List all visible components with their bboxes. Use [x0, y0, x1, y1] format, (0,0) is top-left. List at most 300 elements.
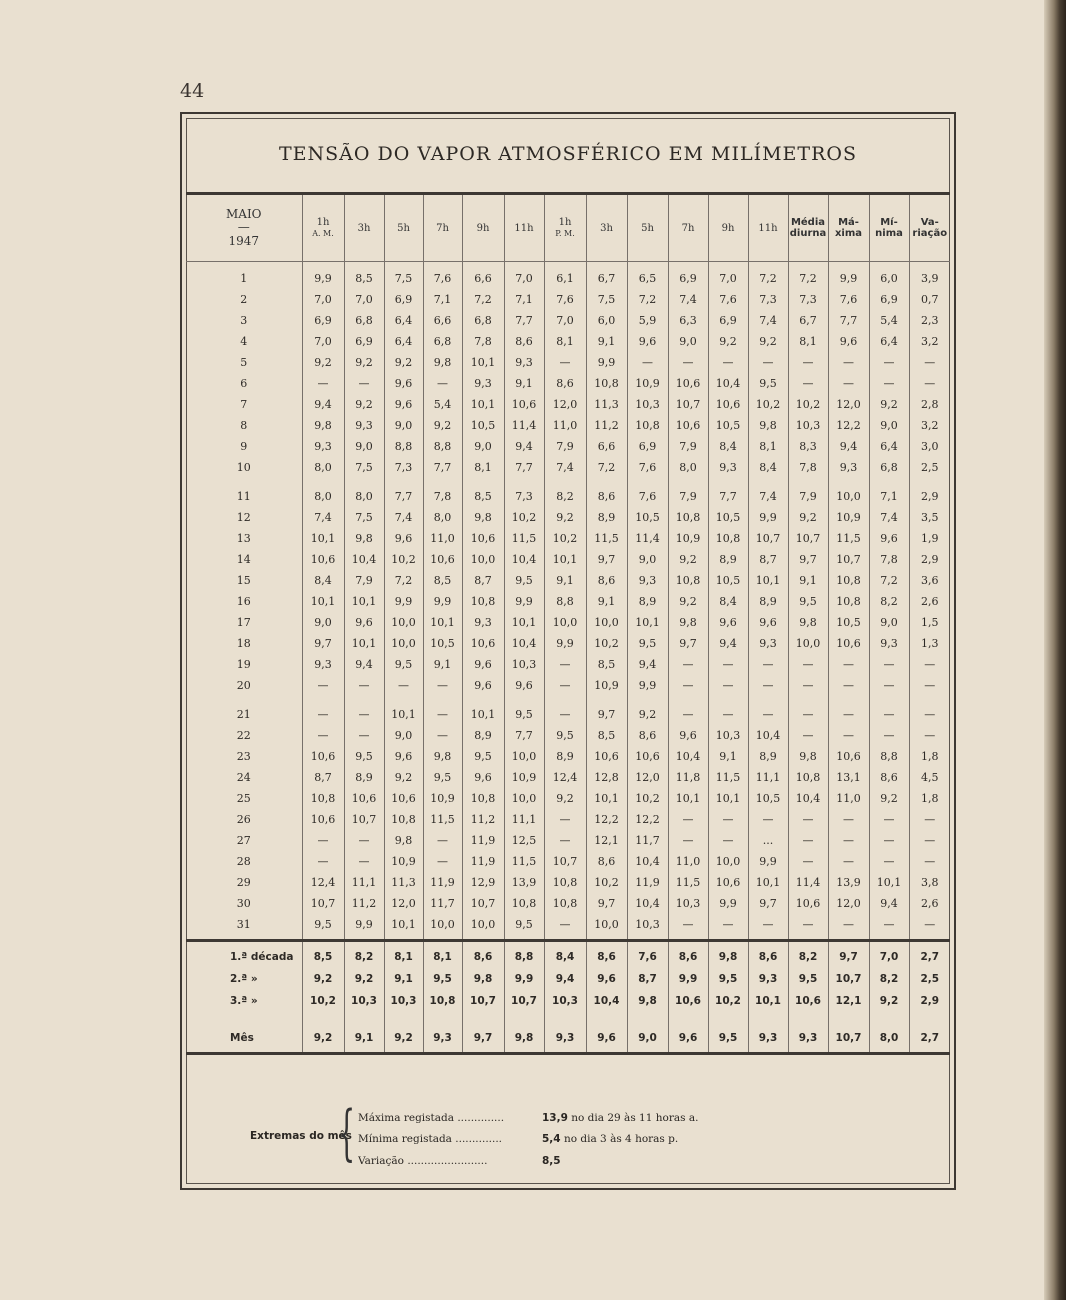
- value-cell: 10,8: [544, 893, 586, 914]
- value-cell: 8,5: [462, 478, 504, 507]
- value-cell: —: [344, 373, 384, 394]
- value-cell: 6,9: [668, 262, 708, 290]
- value-cell: 10,9: [668, 528, 708, 549]
- table-row: [186, 914, 950, 935]
- value-cell: 11,0: [668, 851, 708, 872]
- value-cell: 5,4: [869, 310, 909, 331]
- value-cell: 10,9: [423, 788, 462, 809]
- value-cell: —: [828, 675, 869, 696]
- day-cell: 5: [240, 356, 248, 369]
- value-cell: 10,0: [462, 914, 504, 935]
- table-row: [186, 654, 950, 675]
- value-cell: 10,7: [668, 394, 708, 415]
- value-cell: 7,4: [668, 289, 708, 310]
- value-cell: 9,6: [384, 394, 423, 415]
- value-cell: 10,4: [788, 788, 828, 809]
- value-cell: —: [788, 851, 828, 872]
- value-cell: —: [828, 696, 869, 725]
- value-cell: 9,0: [869, 612, 909, 633]
- value-cell: 6,9: [302, 310, 344, 331]
- extreme-min: Mínima registada .............. 5,4 no dia 3 às 4 horas p.: [358, 1133, 679, 1145]
- value-cell: 10,7: [302, 893, 344, 914]
- value-cell: 10,1: [668, 788, 708, 809]
- value-cell: 8,6: [869, 767, 909, 788]
- value-cell: —: [869, 914, 909, 935]
- value-cell: —: [748, 654, 788, 675]
- value-cell: 3,5: [909, 507, 950, 528]
- value-cell: 9,8: [788, 612, 828, 633]
- value-cell: 10,6: [586, 746, 627, 767]
- value-cell: 11,9: [462, 830, 504, 851]
- extreme-max: Máxima registada .............. 13,9 no dia 29 às 11 horas a.: [358, 1112, 699, 1124]
- value-cell: —: [344, 675, 384, 696]
- table-row: [186, 457, 950, 478]
- decade-value: 7,0: [869, 941, 909, 969]
- value-cell: —: [869, 725, 909, 746]
- value-cell: 7,6: [708, 289, 748, 310]
- month-value: 9,3: [423, 1018, 462, 1054]
- value-cell: 7,2: [462, 289, 504, 310]
- value-cell: 6,4: [384, 331, 423, 352]
- value-cell: 10,6: [828, 633, 869, 654]
- value-cell: —: [708, 654, 748, 675]
- value-cell: 8,8: [423, 436, 462, 457]
- value-cell: —: [668, 830, 708, 851]
- value-cell: 7,1: [423, 289, 462, 310]
- value-cell: 8,1: [748, 436, 788, 457]
- value-cell: 7,0: [344, 289, 384, 310]
- value-cell: 12,5: [504, 830, 544, 851]
- value-cell: 7,7: [504, 725, 544, 746]
- month-value: 9,6: [668, 1018, 708, 1054]
- table-row: [186, 893, 950, 914]
- value-cell: 9,8: [788, 746, 828, 767]
- value-cell: 8,6: [586, 478, 627, 507]
- decade-value: 10,6: [788, 990, 828, 1018]
- value-cell: 2,3: [909, 310, 950, 331]
- value-cell: —: [909, 654, 950, 675]
- decade-value: 8,2: [869, 968, 909, 990]
- value-cell: —: [544, 696, 586, 725]
- value-cell: 6,0: [586, 310, 627, 331]
- value-cell: —: [668, 675, 708, 696]
- value-cell: 8,7: [462, 570, 504, 591]
- decade-value: 10,6: [668, 990, 708, 1018]
- value-cell: 10,1: [748, 570, 788, 591]
- value-cell: 6,4: [869, 331, 909, 352]
- value-cell: —: [423, 675, 462, 696]
- value-cell: 9,6: [504, 675, 544, 696]
- decade-value: 8,6: [586, 941, 627, 969]
- value-cell: 8,7: [748, 549, 788, 570]
- value-cell: 8,1: [462, 457, 504, 478]
- decade-value: 8,5: [302, 941, 344, 969]
- value-cell: —: [544, 809, 586, 830]
- value-cell: 8,5: [586, 725, 627, 746]
- day-cell: 14: [236, 553, 251, 566]
- value-cell: 9,9: [586, 352, 627, 373]
- value-cell: 8,9: [627, 591, 668, 612]
- book-binding-shadow: [1044, 0, 1066, 1300]
- value-cell: 11,2: [586, 415, 627, 436]
- value-cell: 8,8: [544, 591, 586, 612]
- value-cell: —: [302, 830, 344, 851]
- decade-value: 9,5: [788, 968, 828, 990]
- table-body: [186, 262, 950, 1054]
- brace-glyph: {: [338, 1098, 356, 1168]
- value-cell: 10,7: [748, 528, 788, 549]
- value-cell: 9,1: [423, 654, 462, 675]
- value-cell: —: [909, 830, 950, 851]
- value-cell: —: [668, 352, 708, 373]
- value-cell: 9,4: [708, 633, 748, 654]
- decade-value: 10,1: [748, 990, 788, 1018]
- value-cell: 10,8: [504, 893, 544, 914]
- value-cell: 7,8: [869, 549, 909, 570]
- value-cell: 7,3: [384, 457, 423, 478]
- value-cell: 7,3: [504, 478, 544, 507]
- value-cell: 0,7: [909, 289, 950, 310]
- value-cell: 11,0: [544, 415, 586, 436]
- value-cell: 9,9: [748, 507, 788, 528]
- value-cell: —: [909, 914, 950, 935]
- day-cell: 28: [236, 855, 251, 868]
- value-cell: 9,2: [869, 394, 909, 415]
- value-cell: 10,6: [384, 788, 423, 809]
- value-cell: 10,1: [708, 788, 748, 809]
- value-cell: 9,6: [869, 528, 909, 549]
- value-cell: 9,7: [586, 549, 627, 570]
- value-cell: 9,0: [344, 436, 384, 457]
- table-row: [186, 788, 950, 809]
- table-row: [186, 549, 950, 570]
- decade-value: 9,5: [708, 968, 748, 990]
- value-cell: 11,1: [344, 872, 384, 893]
- value-cell: 6,9: [708, 310, 748, 331]
- month-value: 9,3: [544, 1018, 586, 1054]
- value-cell: 9,6: [668, 725, 708, 746]
- value-cell: 9,2: [708, 331, 748, 352]
- value-cell: 7,0: [504, 262, 544, 290]
- value-cell: 9,5: [504, 570, 544, 591]
- value-cell: 10,8: [462, 591, 504, 612]
- value-cell: 10,3: [788, 415, 828, 436]
- extremes-label: Extremas do mês: [250, 1130, 352, 1142]
- header-col-11: 11h: [748, 195, 788, 262]
- value-cell: 11,5: [504, 528, 544, 549]
- table-row: [186, 436, 950, 457]
- value-cell: —: [909, 851, 950, 872]
- value-cell: 7,4: [748, 310, 788, 331]
- table-row: [186, 696, 950, 725]
- value-cell: 10,6: [708, 872, 748, 893]
- value-cell: —: [788, 809, 828, 830]
- value-cell: 10,6: [668, 373, 708, 394]
- value-cell: —: [788, 675, 828, 696]
- value-cell: 6,8: [344, 310, 384, 331]
- value-cell: —: [788, 914, 828, 935]
- value-cell: —: [708, 696, 748, 725]
- value-cell: 8,9: [344, 767, 384, 788]
- value-cell: —: [302, 851, 344, 872]
- value-cell: 11,5: [423, 809, 462, 830]
- value-cell: 9,6: [462, 675, 504, 696]
- value-cell: 12,1: [586, 830, 627, 851]
- value-cell: 10,8: [668, 507, 708, 528]
- value-cell: 10,0: [504, 746, 544, 767]
- value-cell: 10,4: [668, 746, 708, 767]
- value-cell: 9,3: [748, 633, 788, 654]
- value-cell: 9,8: [423, 352, 462, 373]
- value-cell: 7,7: [504, 457, 544, 478]
- value-cell: 10,9: [504, 767, 544, 788]
- value-cell: 9,0: [668, 331, 708, 352]
- month-value: 9,7: [462, 1018, 504, 1054]
- value-cell: 10,0: [384, 612, 423, 633]
- value-cell: 11,0: [828, 788, 869, 809]
- value-cell: —: [788, 352, 828, 373]
- value-cell: 7,6: [423, 262, 462, 290]
- value-cell: 10,7: [828, 549, 869, 570]
- value-cell: 11,9: [423, 872, 462, 893]
- value-cell: 9,7: [668, 633, 708, 654]
- decade-value: 9,9: [668, 968, 708, 990]
- value-cell: 9,8: [302, 415, 344, 436]
- value-cell: 9,2: [627, 696, 668, 725]
- value-cell: 10,5: [748, 788, 788, 809]
- day-cell: 20: [236, 679, 251, 692]
- value-cell: 8,4: [302, 570, 344, 591]
- value-cell: 12,0: [544, 394, 586, 415]
- value-cell: 9,0: [869, 415, 909, 436]
- decade-value: 8,1: [423, 941, 462, 969]
- value-cell: 8,9: [748, 591, 788, 612]
- value-cell: 8,0: [344, 478, 384, 507]
- value-cell: 1,8: [909, 746, 950, 767]
- value-cell: —: [748, 696, 788, 725]
- value-cell: —: [828, 373, 869, 394]
- value-cell: 9,9: [504, 591, 544, 612]
- decade-value: 8,4: [544, 941, 586, 969]
- value-cell: 1,3: [909, 633, 950, 654]
- value-cell: 9,6: [384, 746, 423, 767]
- value-cell: 1,5: [909, 612, 950, 633]
- table-row: [186, 872, 950, 893]
- value-cell: 6,6: [423, 310, 462, 331]
- value-cell: 10,1: [462, 696, 504, 725]
- day-cell: 3: [240, 314, 248, 327]
- value-cell: 10,7: [344, 809, 384, 830]
- page-number: 44: [180, 80, 205, 102]
- header-col-4: 9h: [462, 195, 504, 262]
- value-cell: 8,6: [544, 373, 586, 394]
- decade-value: 8,6: [748, 941, 788, 969]
- value-cell: —: [869, 675, 909, 696]
- value-cell: 7,9: [344, 570, 384, 591]
- table-row: [186, 415, 950, 436]
- value-cell: 10,5: [423, 633, 462, 654]
- value-cell: —: [909, 373, 950, 394]
- value-cell: 10,7: [462, 893, 504, 914]
- day-cell: 18: [236, 637, 251, 650]
- header-col-8: 5h: [627, 195, 668, 262]
- day-cell: 29: [236, 876, 251, 889]
- table-row: [186, 633, 950, 654]
- value-cell: 10,6: [708, 394, 748, 415]
- decade-value: 9,1: [384, 968, 423, 990]
- value-cell: 9,5: [504, 914, 544, 935]
- value-cell: 9,5: [544, 725, 586, 746]
- day-cell: 25: [236, 792, 251, 805]
- value-cell: —: [828, 851, 869, 872]
- value-cell: 9,2: [668, 591, 708, 612]
- month-value: 8,0: [869, 1018, 909, 1054]
- decade-value: 10,7: [828, 968, 869, 990]
- value-cell: 10,3: [627, 914, 668, 935]
- value-cell: —: [869, 654, 909, 675]
- value-cell: 7,6: [828, 289, 869, 310]
- value-cell: 9,5: [462, 746, 504, 767]
- decade-value: 9,9: [504, 968, 544, 990]
- value-cell: —: [869, 851, 909, 872]
- value-cell: 9,2: [302, 352, 344, 373]
- decade-value: 9,8: [627, 990, 668, 1018]
- value-cell: 11,2: [462, 809, 504, 830]
- value-cell: 10,8: [384, 809, 423, 830]
- value-cell: 11,2: [344, 893, 384, 914]
- value-cell: —: [909, 725, 950, 746]
- table-row: [186, 746, 950, 767]
- month-value: 9,5: [708, 1018, 748, 1054]
- value-cell: 10,1: [748, 872, 788, 893]
- table-row: [186, 352, 950, 373]
- value-cell: 8,2: [869, 591, 909, 612]
- day-cell: 11: [236, 490, 251, 503]
- value-cell: 2,8: [909, 394, 950, 415]
- value-cell: 9,8: [462, 507, 504, 528]
- day-cell: 22: [236, 729, 251, 742]
- table-row: [186, 612, 950, 633]
- value-cell: 10,4: [748, 725, 788, 746]
- decade-value: 9,2: [869, 990, 909, 1018]
- decade-value: 8,2: [788, 941, 828, 969]
- value-cell: 9,3: [708, 457, 748, 478]
- value-cell: 9,8: [384, 830, 423, 851]
- value-cell: 10,2: [544, 528, 586, 549]
- value-cell: 9,3: [627, 570, 668, 591]
- value-cell: 4,5: [909, 767, 950, 788]
- header-col-5: 11h: [504, 195, 544, 262]
- value-cell: 8,4: [708, 591, 748, 612]
- value-cell: 7,4: [302, 507, 344, 528]
- header-col-2: 5h: [384, 195, 423, 262]
- value-cell: 10,1: [586, 788, 627, 809]
- value-cell: 11,1: [504, 809, 544, 830]
- value-cell: 6,6: [462, 262, 504, 290]
- value-cell: 6,9: [384, 289, 423, 310]
- value-cell: 11,5: [504, 851, 544, 872]
- header-col-6: 1h P. M.: [544, 195, 586, 262]
- value-cell: 7,2: [748, 262, 788, 290]
- value-cell: 8,8: [384, 436, 423, 457]
- value-cell: 9,6: [627, 331, 668, 352]
- day-cell: 10: [236, 461, 251, 474]
- value-cell: 7,7: [423, 457, 462, 478]
- value-cell: —: [828, 654, 869, 675]
- value-cell: 8,3: [788, 436, 828, 457]
- value-cell: 9,6: [462, 654, 504, 675]
- value-cell: 7,0: [302, 289, 344, 310]
- value-cell: 9,8: [344, 528, 384, 549]
- value-cell: 10,6: [627, 746, 668, 767]
- value-cell: 7,2: [869, 570, 909, 591]
- value-cell: —: [748, 675, 788, 696]
- table-row: [186, 809, 950, 830]
- value-cell: 10,6: [423, 549, 462, 570]
- decade-value: 10,7: [462, 990, 504, 1018]
- value-cell: —: [708, 914, 748, 935]
- value-cell: 11,3: [384, 872, 423, 893]
- value-cell: —: [909, 352, 950, 373]
- value-cell: 12,2: [627, 809, 668, 830]
- value-cell: 11,5: [586, 528, 627, 549]
- value-cell: 9,2: [544, 788, 586, 809]
- value-cell: 10,6: [302, 549, 344, 570]
- value-cell: 9,0: [384, 415, 423, 436]
- value-cell: 6,1: [544, 262, 586, 290]
- value-cell: 10,0: [544, 612, 586, 633]
- value-cell: 7,1: [504, 289, 544, 310]
- value-cell: 10,0: [708, 851, 748, 872]
- decade-summary-row: [186, 990, 950, 1018]
- value-cell: 10,2: [384, 549, 423, 570]
- value-cell: 9,2: [788, 507, 828, 528]
- value-cell: —: [828, 725, 869, 746]
- value-cell: 12,8: [586, 767, 627, 788]
- table-row: [186, 830, 950, 851]
- value-cell: 6,8: [462, 310, 504, 331]
- month-value: 9,6: [586, 1018, 627, 1054]
- month-header: MAIO — 1947: [186, 195, 302, 262]
- value-cell: 9,5: [788, 591, 828, 612]
- value-cell: 6,6: [586, 436, 627, 457]
- value-cell: 6,3: [668, 310, 708, 331]
- value-cell: 12,4: [544, 767, 586, 788]
- value-cell: 10,2: [504, 507, 544, 528]
- value-cell: 3,2: [909, 415, 950, 436]
- value-cell: 9,4: [627, 654, 668, 675]
- value-cell: 5,4: [423, 394, 462, 415]
- value-cell: 6,9: [627, 436, 668, 457]
- value-cell: 8,0: [423, 507, 462, 528]
- vapor-pressure-table: [186, 195, 950, 1055]
- value-cell: 8,9: [708, 549, 748, 570]
- decade-summary-row: [186, 968, 950, 990]
- value-cell: —: [869, 696, 909, 725]
- value-cell: 8,0: [302, 478, 344, 507]
- value-cell: 9,1: [586, 591, 627, 612]
- value-cell: 7,6: [544, 289, 586, 310]
- value-cell: —: [544, 675, 586, 696]
- value-cell: 12,2: [586, 809, 627, 830]
- value-cell: 12,0: [627, 767, 668, 788]
- table-row: [186, 851, 950, 872]
- value-cell: 7,4: [544, 457, 586, 478]
- value-cell: —: [909, 809, 950, 830]
- value-cell: 9,4: [869, 893, 909, 914]
- value-cell: —: [748, 809, 788, 830]
- value-cell: —: [748, 352, 788, 373]
